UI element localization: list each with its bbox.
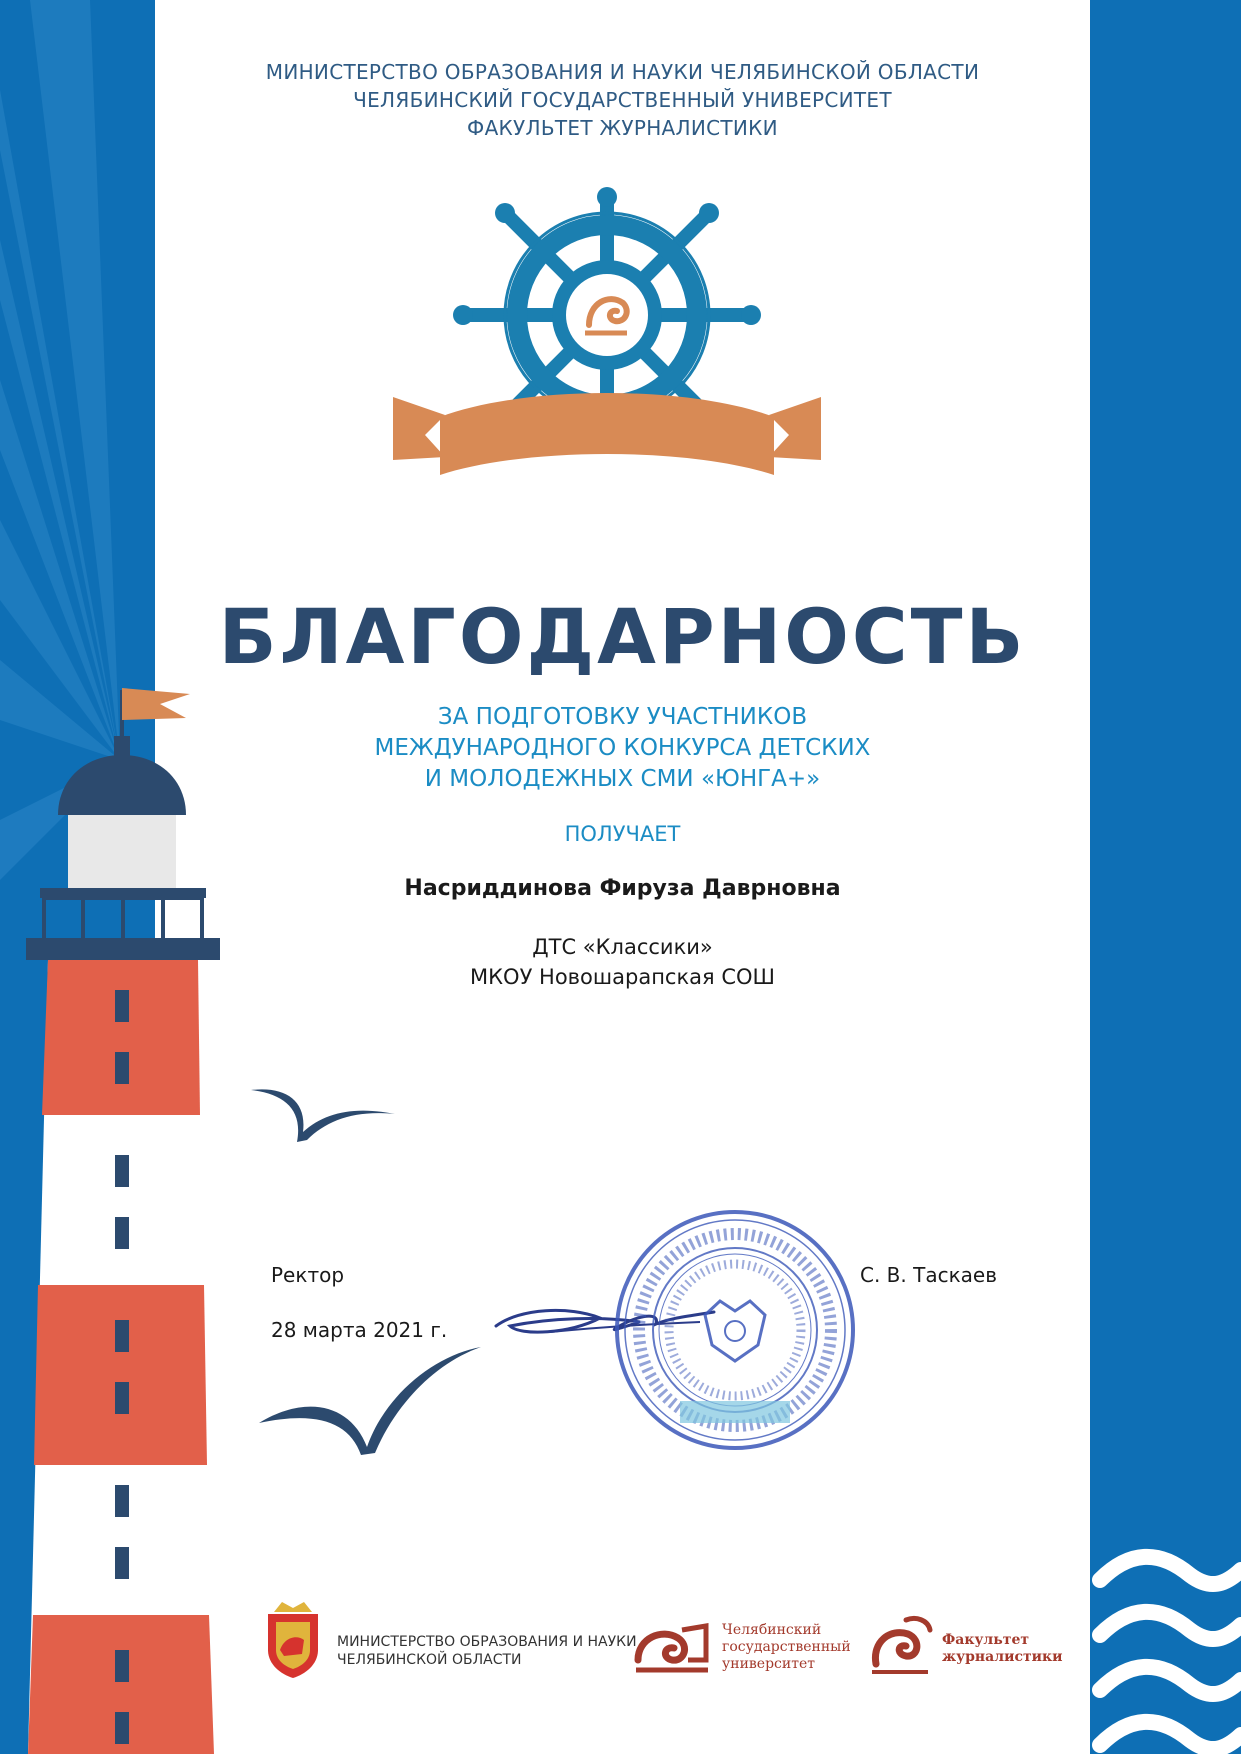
header-line: МИНИСТЕРСТВО ОБРАЗОВАНИЯ И НАУКИ ЧЕЛЯБИНСКОЙ ОБЛАСТИ (265, 60, 980, 84)
receives-label: ПОЛУЧАЕТ (564, 822, 681, 846)
subtitle-line: МЕЖДУНАРОДНОГО КОНКУРСА ДЕТСКИХ (374, 735, 871, 761)
faculty-logo-icon (866, 1614, 936, 1678)
university-logo-icon (632, 1620, 712, 1678)
recipient-organization (155, 932, 1090, 992)
certificate-subtitle (155, 702, 1090, 795)
subtitle-line: ЗА ПОДГОТОВКУ УЧАСТНИКОВ (437, 704, 808, 730)
lighthouse-illustration (0, 680, 240, 1754)
footer-ministry-line: ЧЕЛЯБИНСКОЙ ОБЛАСТИ (337, 1652, 522, 1668)
footer-university-line: государственный (722, 1639, 851, 1655)
coat-of-arms-icon (262, 1598, 324, 1680)
signer-name: С. В. Таскаев (860, 1263, 998, 1287)
footer-faculty-line: журналистики (942, 1649, 1063, 1665)
footer-ministry-name (337, 1633, 637, 1669)
seagull-illustration (255, 1335, 485, 1460)
organization-line: ДТС «Классики» (532, 935, 713, 959)
footer-ministry-line: МИНИСТЕРСТВО ОБРАЗОВАНИЯ И НАУКИ (337, 1634, 637, 1650)
organization-line: МКОУ Новошарапская СОШ (470, 965, 775, 989)
waves-decoration (1090, 1540, 1241, 1754)
logo-ribbon-text: «ЮнГа+» (521, 460, 724, 504)
header-organizations (155, 58, 1090, 142)
footer-faculty-line: Факультет (942, 1632, 1030, 1648)
official-stamp (610, 1205, 860, 1455)
seagull-illustration (245, 1080, 405, 1150)
header-line: ЧЕЛЯБИНСКИЙ ГОСУДАРСТВЕННЫЙ УНИВЕРСИТЕТ (353, 88, 892, 112)
footer-university-line: Челябинский (722, 1622, 822, 1638)
footer-university-name (722, 1622, 851, 1673)
issue-date: 28 марта 2021 г. (271, 1318, 448, 1342)
signer-position: Ректор (271, 1263, 345, 1287)
header-line: ФАКУЛЬТЕТ ЖУРНАЛИСТИКИ (467, 116, 778, 140)
footer-university-line: университет (722, 1656, 815, 1672)
certificate-title: БЛАГОДАРНОСТЬ (218, 592, 1027, 681)
subtitle-line: И МОЛОДЕЖНЫХ СМИ «ЮНГА+» (424, 766, 821, 792)
recipient-name: Насриддинова Фируза Даврновна (404, 876, 841, 901)
footer-faculty-name (942, 1632, 1063, 1666)
